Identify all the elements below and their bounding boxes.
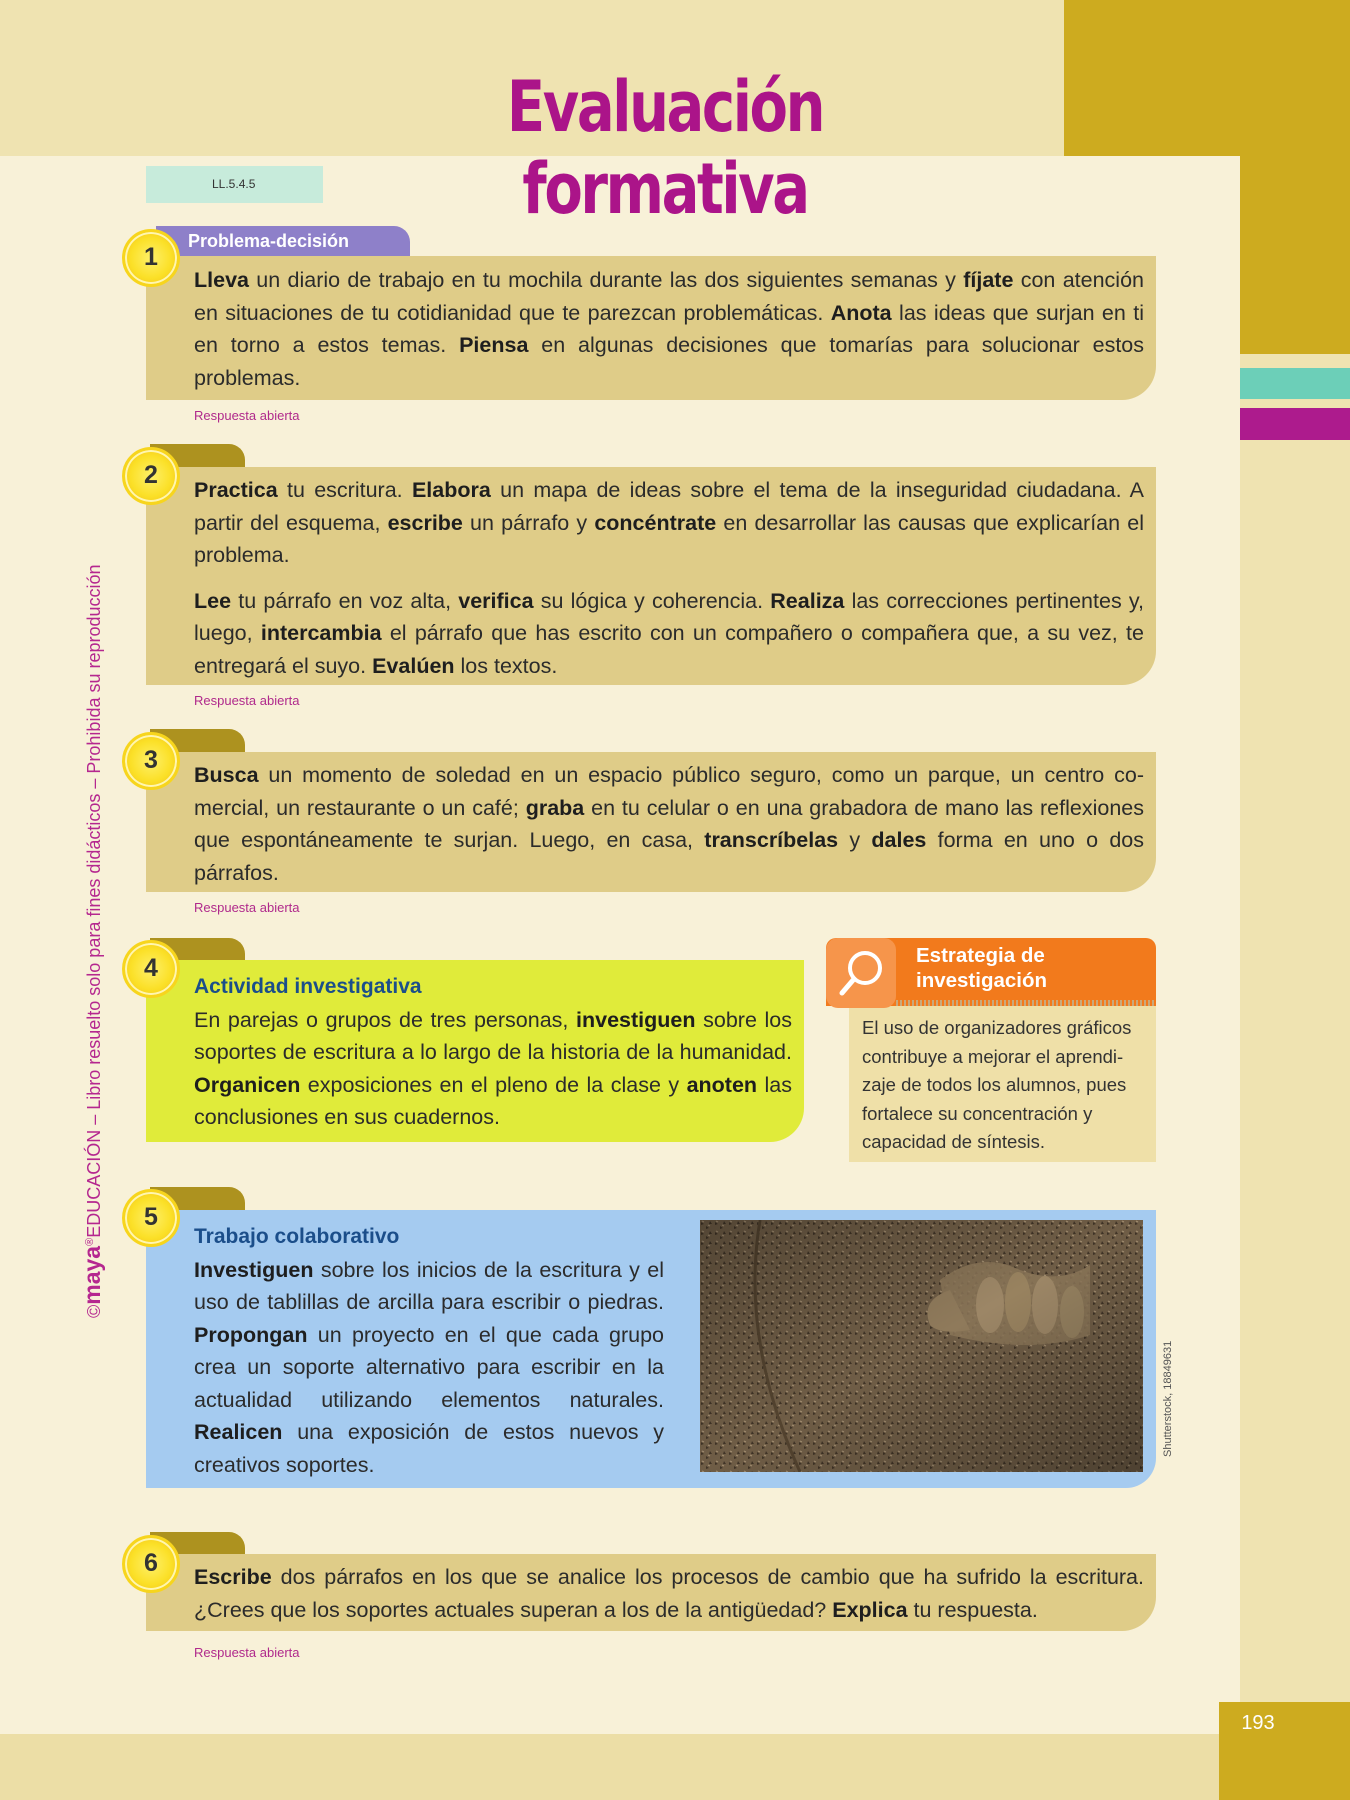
activity-1-answer: Respuesta abierta xyxy=(194,408,300,423)
activity-1-badge: 1 xyxy=(122,229,180,287)
copyright-symbol: © xyxy=(84,1304,104,1318)
activity-1-box xyxy=(146,256,1156,400)
magnifier-icon xyxy=(826,938,896,1008)
side-note-text: EDUCACIÓN – Libro resuelto solo para fines didácticos – Prohibida su reproducción xyxy=(84,564,104,1238)
activity-3-text: Busca un momento de soledad en un espacio público seguro, como un parque, un centro comercial, un restaurante o un café; graba en tu celular o en una grabadora de mano las reflexiones que espontáneamente te surjan. Luego, en casa, transcríbelas y dales forma en uno o dos párrafos. xyxy=(194,763,1144,885)
skill-code: LL.5.4.5 xyxy=(146,166,323,203)
right-margin-band xyxy=(1240,354,1350,1800)
activity-1-label: Problema-decisión xyxy=(156,226,410,257)
activity-5-heading: Trabajo colaborativo xyxy=(194,1225,400,1248)
activity-3-answer: Respuesta abierta xyxy=(194,900,300,915)
strategy-title: Estrategia de investigación xyxy=(916,944,1048,992)
activity-6-text: Escribe dos párrafos en los que se analice los procesos de cambio que ha sufrido la escritura. ¿Crees que los soportes actuales superan a los de la antigüedad? Explica tu respuesta. xyxy=(194,1565,1144,1622)
activity-2-answer: Respuesta abierta xyxy=(194,693,300,708)
activity-1-text: Lleva un diario de trabajo en tu mochila durante las dos siguientes semanas y fíjate con atención en situaciones de tu cotidianidad que te parezcan problemáticas. Anota las ideas que surjan en ti en torno a estos temas. Piensa en algunas decisiones que tomarías para solucionar estos problemas. xyxy=(194,268,1144,390)
registered-mark: ® xyxy=(84,1237,96,1246)
brand-logo: maya xyxy=(79,1245,105,1305)
page-number: 193 xyxy=(1241,1712,1275,1734)
activity-2-badge: 2 xyxy=(122,447,180,505)
activity-3-badge: 3 xyxy=(122,732,180,790)
activity-5-badge: 5 xyxy=(122,1189,180,1247)
activity-2-box xyxy=(146,467,1156,685)
side-copyright-note xyxy=(74,468,106,1318)
page-title: Evaluación formativa xyxy=(506,66,824,230)
teal-stripe xyxy=(1240,368,1350,399)
activity-4-heading: Actividad investigativa xyxy=(194,975,422,998)
activity-2-text-1: Practica tu escritura. Elabora un mapa de ideas sobre el tema de la inseguridad ciudadana. A partir del esquema, escribe un párrafo y concéntrate en desarrollar las causas que explicarían el problema. xyxy=(194,478,1145,567)
activity-6-answer: Respuesta abierta xyxy=(194,1645,300,1660)
activity-5-text: Investiguen sobre los inicios de la escritura y el uso de tablillas de arcilla para escribir o piedras. Propongan un proyecto en el que cada grupo crea un soporte alternativo para escribir en la actualidad utilizando elementos naturales. Realicen una exposición de estos nuevos y creativos soportes. xyxy=(194,1257,664,1477)
activity-4-badge: 4 xyxy=(122,940,180,998)
activity-2-text-2: Lee tu párrafo en voz alta, verifica su lógica y coherencia. Realiza las correcciones pertinentes y, luego, intercambia el párrafo que has escrito con un compañero o compañera que, a su vez, te entregará el suyo. Evalúen los textos. xyxy=(194,588,1145,678)
clay-tablet-photo xyxy=(700,1220,1143,1472)
photo-credit: Shutterstock, 18849631 xyxy=(1162,1340,1174,1457)
magenta-stripe xyxy=(1240,408,1350,440)
activity-4-box xyxy=(146,960,804,1142)
activity-6-box xyxy=(146,1554,1156,1631)
footer-band xyxy=(0,1734,1350,1800)
activity-3-box xyxy=(146,752,1156,892)
activity-6-badge: 6 xyxy=(122,1535,180,1593)
activity-4-text: En parejas o grupos de tres personas, investiguen sobre los soportes de escritura a lo largo de la historia de la humanidad. Organicen exposiciones en el pleno de la clase y anoten las conclusiones en sus cuadernos. xyxy=(194,1007,793,1129)
strategy-body: El uso de organizadores gráficos contribuye a mejorar el aprendizaje de todos los alumnos, pues fortalece su concentración y capacidad de síntesis. xyxy=(849,1006,1156,1162)
strategy-divider xyxy=(896,1000,1156,1006)
